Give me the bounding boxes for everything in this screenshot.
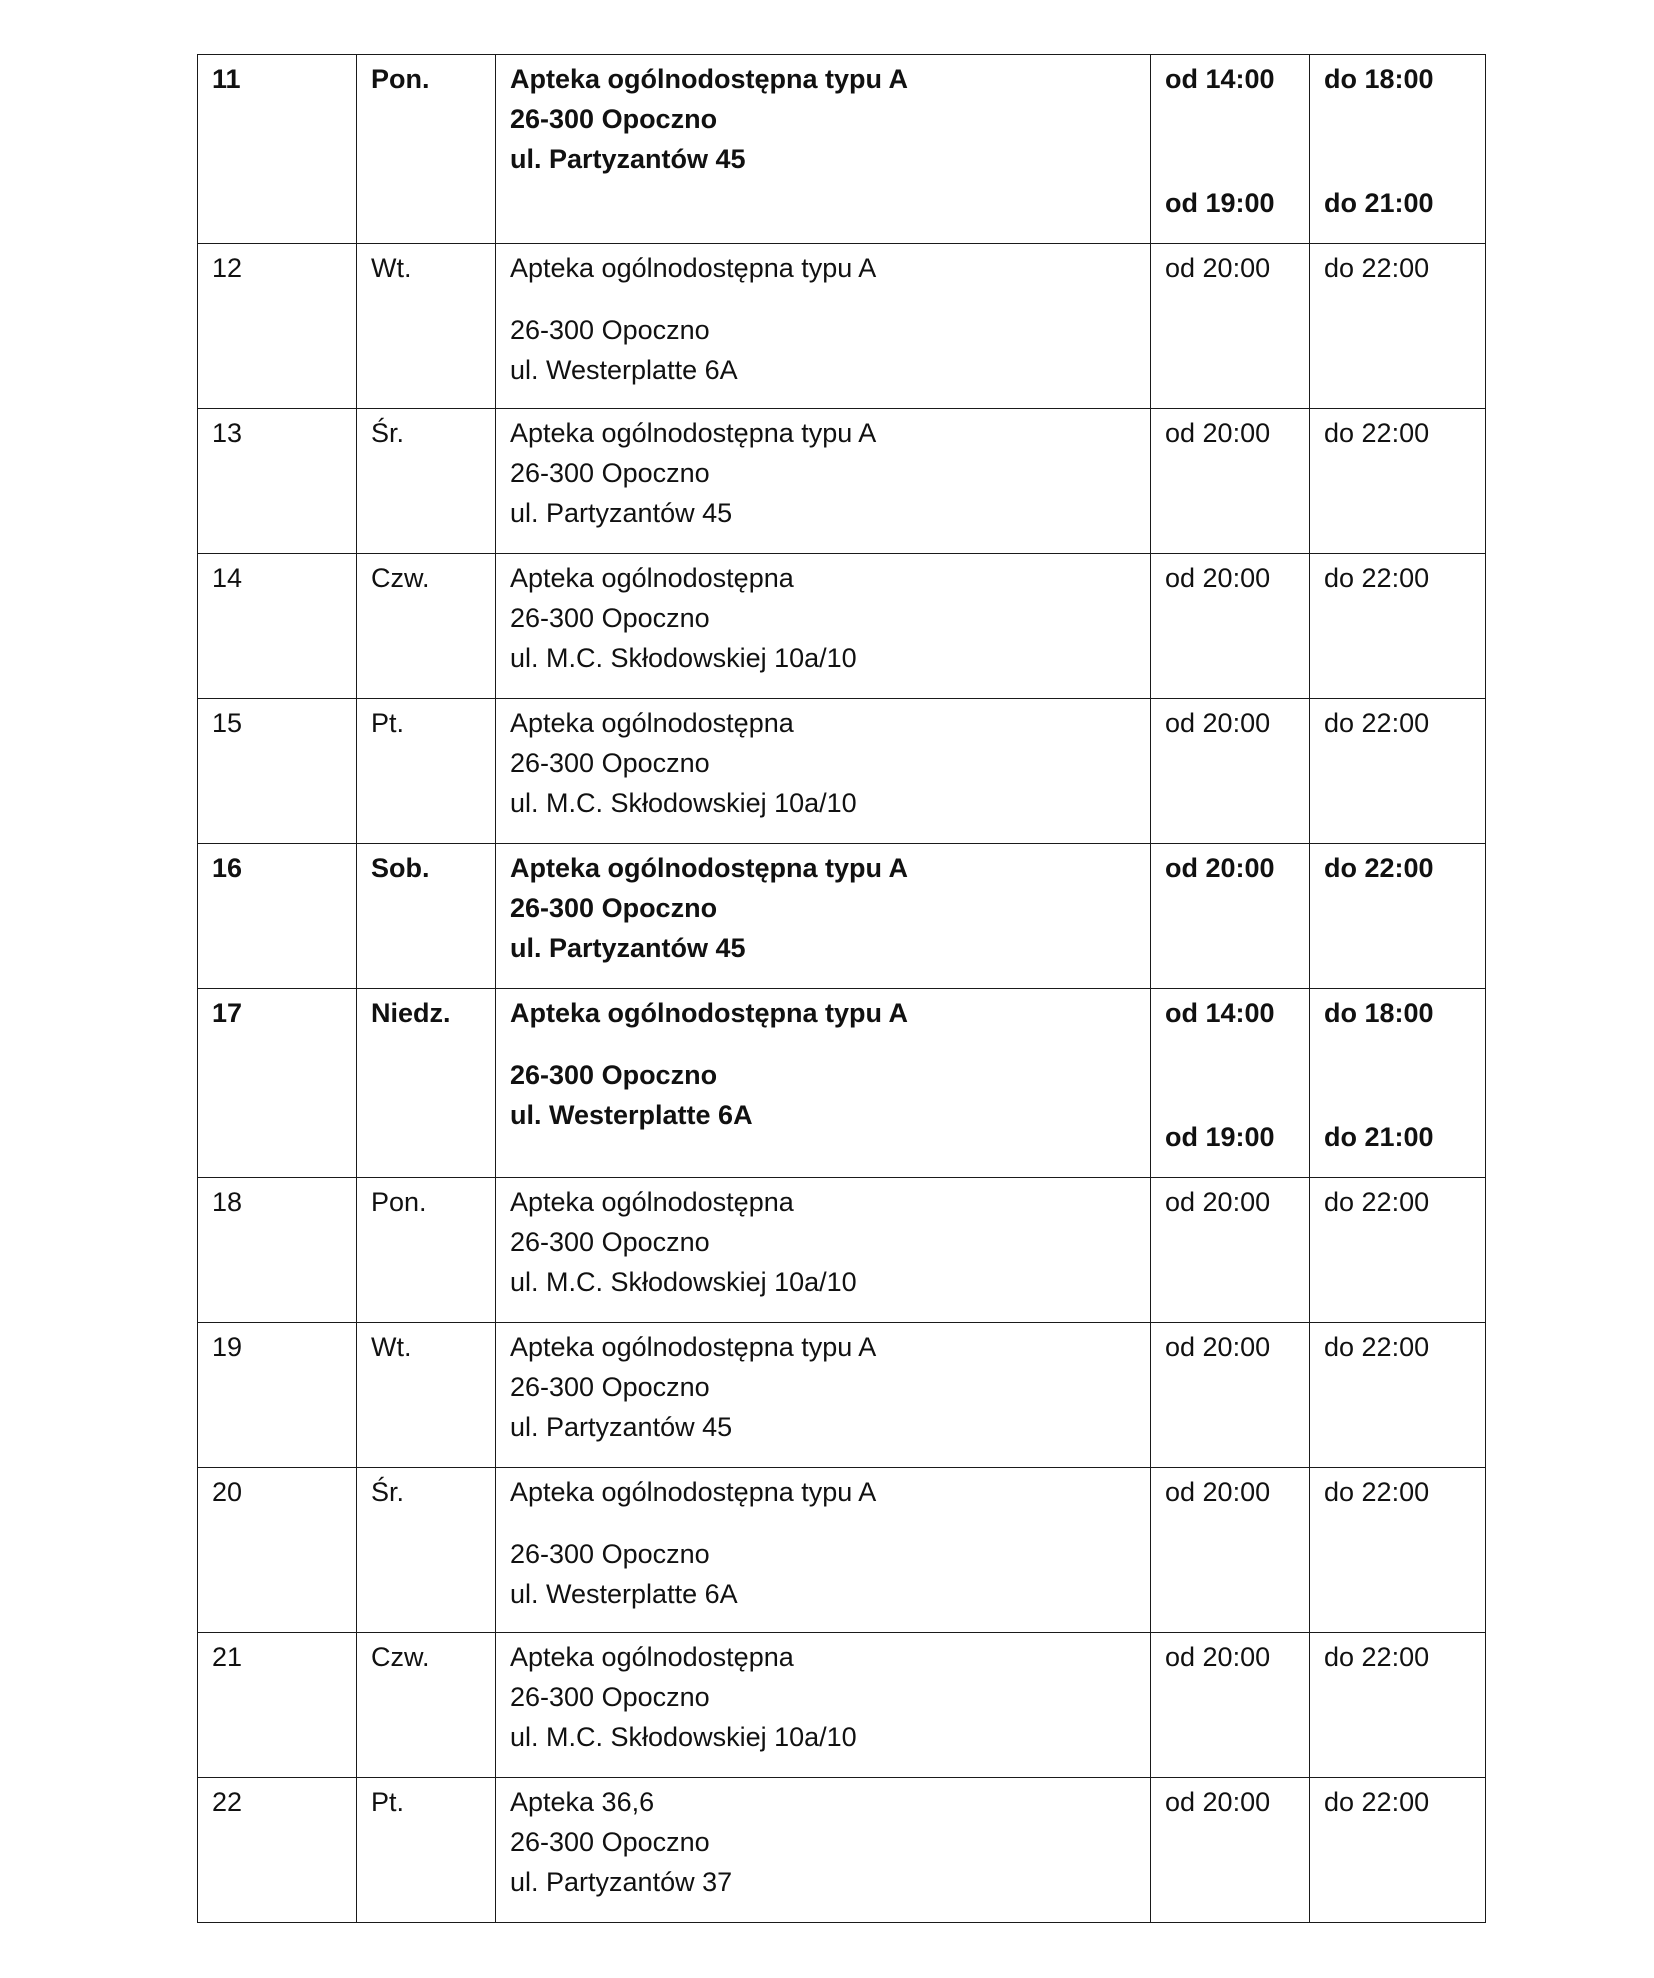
open-to-time: do 18:00 [1324,998,1434,1028]
open-from-cell [1151,1778,1310,1923]
open-from-cell [1151,55,1310,244]
pharmacy-name: Apteka ogólnodostępna typu A [510,64,908,94]
open-to-time: do 22:00 [1324,253,1430,283]
weekday-cell: Wt. [357,1323,496,1468]
pharmacy-street: ul. Westerplatte 6A [510,355,738,385]
open-to-time: do 22:00 [1324,1477,1430,1507]
open-to-time: do 22:00 [1324,1187,1430,1217]
pharmacy-street: ul. Partyzantów 37 [510,1867,733,1897]
pharmacy-name: Apteka ogólnodostępna typu A [510,998,908,1028]
open-to-time: do 22:00 [1324,1642,1430,1672]
weekday-cell: Pon. [357,1178,496,1323]
pharmacy-cell [496,1178,1151,1323]
open-to-cell [1310,1778,1486,1923]
day-number-cell: 17 [198,989,357,1178]
open-to-cell [1310,55,1486,244]
day-number-cell: 18 [198,1178,357,1323]
pharmacy-street: ul. M.C. Skłodowskiej 10a/10 [510,1267,857,1297]
open-from-time: od 20:00 [1165,1477,1271,1507]
pharmacy-cell [496,244,1151,409]
pharmacy-street: ul. Westerplatte 6A [510,1100,753,1130]
open-to-cell [1310,1323,1486,1468]
open-to-time-second: do 21:00 [1324,188,1434,218]
pharmacy-name: Apteka ogólnodostępna typu A [510,253,877,283]
open-to-time: do 22:00 [1324,1332,1430,1362]
pharmacy-street: ul. M.C. Skłodowskiej 10a/10 [510,643,857,673]
pharmacy-street: ul. Partyzantów 45 [510,498,733,528]
pharmacy-city: 26-300 Opoczno [510,1372,710,1402]
weekday-cell: Pt. [357,1778,496,1923]
pharmacy-cell [496,699,1151,844]
open-from-time: od 14:00 [1165,64,1275,94]
pharmacy-name: Apteka ogólnodostępna [510,563,794,593]
open-from-time-second: od 19:00 [1165,188,1275,218]
pharmacy-cell [496,1778,1151,1923]
weekday-cell: Wt. [357,244,496,409]
day-number-cell: 22 [198,1778,357,1923]
pharmacy-name: Apteka ogólnodostępna [510,1187,794,1217]
day-number-cell: 13 [198,409,357,554]
open-to-time: do 18:00 [1324,64,1434,94]
table-row [198,1323,1486,1468]
pharmacy-street: ul. M.C. Skłodowskiej 10a/10 [510,1722,857,1752]
table-row [198,989,1486,1178]
open-from-cell [1151,699,1310,844]
open-from-cell [1151,1323,1310,1468]
open-from-time: od 20:00 [1165,1187,1271,1217]
weekday-cell: Niedz. [357,989,496,1178]
open-to-time: do 22:00 [1324,708,1430,738]
open-to-time: do 22:00 [1324,563,1430,593]
pharmacy-name: Apteka ogólnodostępna [510,1642,794,1672]
pharmacy-city: 26-300 Opoczno [510,1227,710,1257]
open-to-cell [1310,699,1486,844]
open-to-cell [1310,554,1486,699]
table-row [198,55,1486,244]
weekday-cell: Śr. [357,409,496,554]
pharmacy-city: 26-300 Opoczno [510,603,710,633]
pharmacy-name: Apteka ogólnodostępna typu A [510,418,877,448]
weekday-cell: Sob. [357,844,496,989]
table-row [198,1778,1486,1923]
day-number-cell: 19 [198,1323,357,1468]
pharmacy-cell [496,55,1151,244]
weekday-cell: Śr. [357,1468,496,1633]
table-row [198,844,1486,989]
open-from-time: od 14:00 [1165,998,1275,1028]
schedule-body [198,55,1486,1923]
pharmacy-cell [496,409,1151,554]
day-number-cell: 21 [198,1633,357,1778]
day-number-cell: 11 [198,55,357,244]
pharmacy-street: ul. Westerplatte 6A [510,1579,738,1609]
open-from-cell [1151,989,1310,1178]
open-to-cell [1310,1178,1486,1323]
open-from-cell [1151,554,1310,699]
pharmacy-city: 26-300 Opoczno [510,104,718,134]
pharmacy-cell [496,1468,1151,1633]
open-from-cell [1151,1178,1310,1323]
table-row [198,244,1486,409]
pharmacy-name: Apteka ogólnodostępna typu A [510,1332,877,1362]
table-row [198,699,1486,844]
day-number-cell: 12 [198,244,357,409]
pharmacy-city: 26-300 Opoczno [510,1827,710,1857]
pharmacy-city: 26-300 Opoczno [510,458,710,488]
open-from-cell [1151,409,1310,554]
open-to-time-second: do 21:00 [1324,1122,1434,1152]
day-number-cell: 16 [198,844,357,989]
open-from-cell [1151,844,1310,989]
pharmacy-cell [496,1323,1151,1468]
weekday-cell: Pon. [357,55,496,244]
weekday-cell: Czw. [357,554,496,699]
open-from-cell [1151,244,1310,409]
pharmacy-city: 26-300 Opoczno [510,1539,710,1569]
pharmacy-street: ul. Partyzantów 45 [510,933,746,963]
open-to-cell [1310,1468,1486,1633]
open-from-time: od 20:00 [1165,253,1271,283]
open-to-time: do 22:00 [1324,853,1434,883]
pharmacy-name: Apteka ogólnodostępna typu A [510,1477,877,1507]
pharmacy-name: Apteka ogólnodostępna [510,708,794,738]
table-row [198,1468,1486,1633]
open-from-time: od 20:00 [1165,418,1271,448]
pharmacy-duty-schedule-table [197,54,1486,1923]
open-from-time: od 20:00 [1165,853,1275,883]
weekday-cell: Pt. [357,699,496,844]
pharmacy-city: 26-300 Opoczno [510,1060,718,1090]
open-from-time: od 20:00 [1165,708,1271,738]
open-from-time: od 20:00 [1165,1332,1271,1362]
day-number-cell: 20 [198,1468,357,1633]
open-from-cell [1151,1468,1310,1633]
open-to-cell [1310,989,1486,1178]
open-to-cell [1310,244,1486,409]
open-to-time: do 22:00 [1324,1787,1430,1817]
open-to-cell [1310,844,1486,989]
pharmacy-cell [496,989,1151,1178]
table-row [198,1178,1486,1323]
pharmacy-city: 26-300 Opoczno [510,315,710,345]
pharmacy-cell [496,1633,1151,1778]
pharmacy-street: ul. M.C. Skłodowskiej 10a/10 [510,788,857,818]
day-number-cell: 15 [198,699,357,844]
pharmacy-cell [496,554,1151,699]
table-row [198,409,1486,554]
pharmacy-city: 26-300 Opoczno [510,1682,710,1712]
open-to-cell [1310,1633,1486,1778]
pharmacy-cell [496,844,1151,989]
pharmacy-city: 26-300 Opoczno [510,893,718,923]
open-from-time-second: od 19:00 [1165,1122,1275,1152]
pharmacy-street: ul. Partyzantów 45 [510,144,746,174]
day-number-cell: 14 [198,554,357,699]
pharmacy-city: 26-300 Opoczno [510,748,710,778]
open-to-time: do 22:00 [1324,418,1430,448]
open-from-time: od 20:00 [1165,563,1271,593]
pharmacy-name: Apteka ogólnodostępna typu A [510,853,908,883]
pharmacy-street: ul. Partyzantów 45 [510,1412,733,1442]
open-to-cell [1310,409,1486,554]
open-from-time: od 20:00 [1165,1787,1271,1817]
pharmacy-name: Apteka 36,6 [510,1787,655,1817]
weekday-cell: Czw. [357,1633,496,1778]
table-row [198,554,1486,699]
open-from-time: od 20:00 [1165,1642,1271,1672]
table-row [198,1633,1486,1778]
open-from-cell [1151,1633,1310,1778]
